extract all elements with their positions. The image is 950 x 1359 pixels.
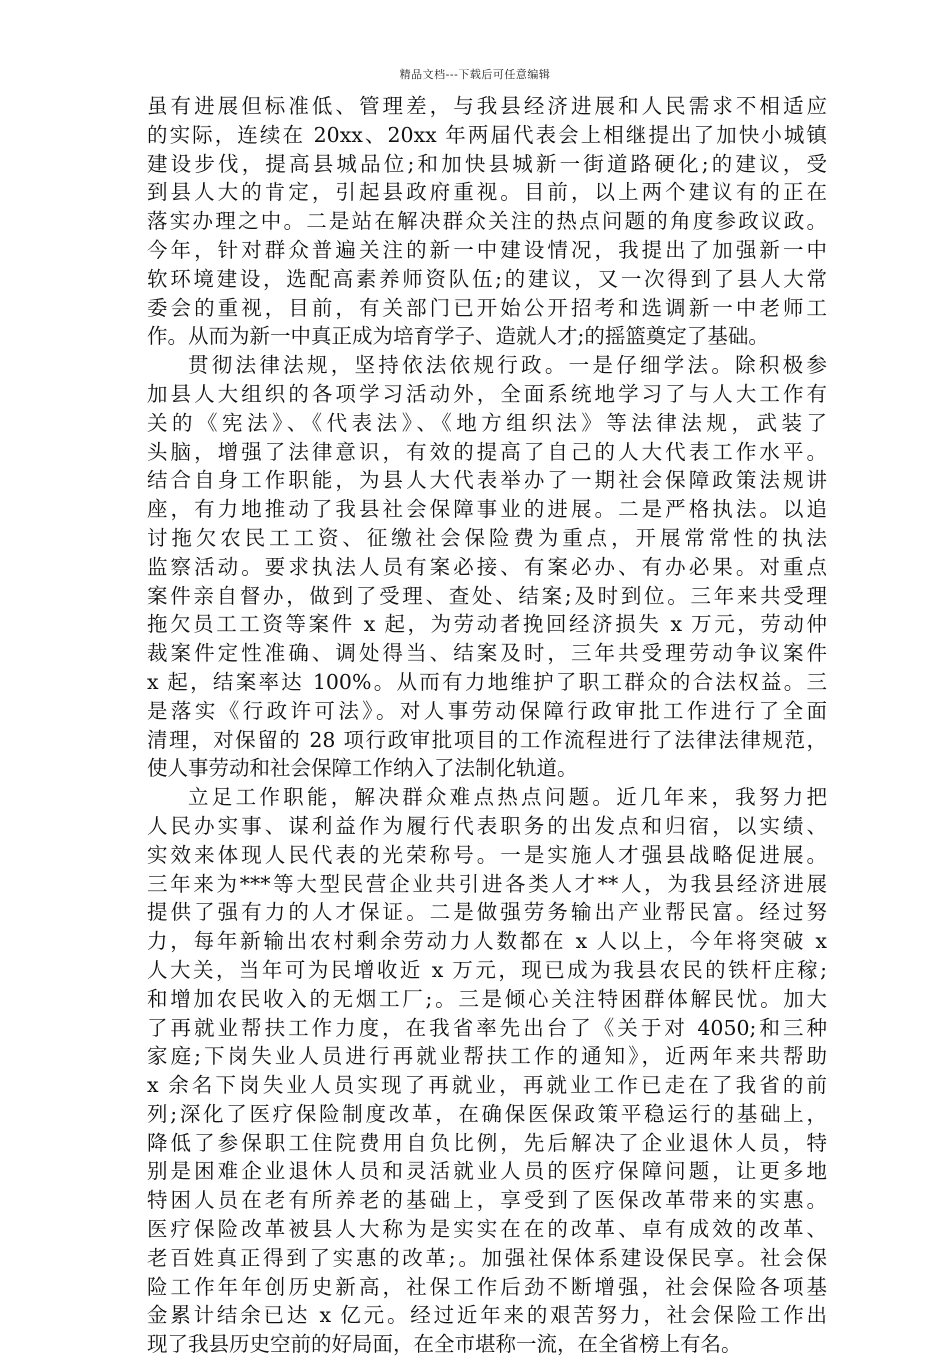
text-line: 裁案件定性准确、调处得当、结案及时，三年共受理劳动争议案件 xyxy=(147,641,827,666)
text-line: 特困人员在老有所养老的基础上，享受到了医保改革带来的实惠。 xyxy=(147,1188,827,1213)
text-line: x 起，结案率达 100%。从而有力地维护了职工群众的合法权益。三 xyxy=(147,669,827,694)
paragraph xyxy=(147,351,827,783)
text-line: 落实办理之中。二是站在解决群众关注的热点问题的角度参政议政。 xyxy=(147,209,827,234)
paragraph xyxy=(147,783,827,1359)
text-line: 清理，对保留的 28 项行政审批项目的工作流程进行了法律法律规范， xyxy=(147,727,827,752)
paragraph xyxy=(147,92,827,351)
text-line: 座，有力地推动了我县社会保障事业的进展。二是严格执法。以追 xyxy=(147,497,827,522)
text-line: 建设步伐，提高县城品位;和加快县城新一街道路硬化;的建议，受 xyxy=(147,151,827,176)
text-line: 虽有进展但标准低、管理差，与我县经济进展和人民需求不相适应 xyxy=(147,94,827,118)
text-line: 老百姓真正得到了实惠的改革;。加强社保体系建设保民享。社会保 xyxy=(147,1245,827,1270)
text-line: 降低了参保职工住院费用自负比例，先后解决了企业退休人员，特 xyxy=(147,1130,827,1155)
text-line: 今年，针对群众普遍关注的新一中建设情况，我提出了加强新一中 xyxy=(147,237,827,262)
text-line: 和增加农民收入的无烟工厂;。三是倾心关注特困群体解民忧。加大 xyxy=(147,986,827,1011)
text-line: 人大关，当年可为民增收近 x 万元，现已成为我县农民的铁杆庄稼; xyxy=(147,957,827,982)
text-line: 了再就业帮扶工作力度，在我省率先出台了《关于对 4050;和三种 xyxy=(147,1015,827,1040)
text-line: 拖欠员工工资等案件 x 起，为劳动者挽回经济损失 x 万元，劳动仲 xyxy=(147,612,827,637)
document-body xyxy=(147,92,827,1359)
text-line: 列;深化了医疗保险制度改革，在确保医保政策平稳运行的基础上， xyxy=(147,1101,827,1126)
text-line: 软环境建设，选配高素养师资队伍;的建议，又一次得到了县人大常 xyxy=(147,266,827,291)
text-line: 作。从而为新一中真正成为培育学子、造就人才;的摇篮奠定了基础。 xyxy=(147,324,769,349)
text-line: 三年来为***等大型民营企业共引进各类人才**人，为我县经济进展 xyxy=(147,871,827,896)
text-line: 讨拖欠农民工工资、征缴社会保险费为重点，开展常常性的执法 xyxy=(147,525,827,550)
text-line: 人民办实事、谋利益作为履行代表职务的出发点和归宿，以实绩、 xyxy=(147,813,827,838)
text-line: 现了我县历史空前的好局面，在全市堪称一流，在全省榜上有名。 xyxy=(147,1332,742,1357)
text-line: 使人事劳动和社会保障工作纳入了法制化轨道。 xyxy=(147,756,578,781)
text-line: 是落实《行政许可法》。对人事劳动保障行政审批工作进行了全面 xyxy=(147,698,827,723)
text-line: 关的《宪法》、《代表法》、《地方组织法》等法律法规，武装了 xyxy=(147,410,827,435)
text-line: 立足工作职能，解决群众难点热点问题。近几年来，我努力把 xyxy=(188,785,827,810)
text-line: 到县人大的肯定，引起县政府重视。目前，以上两个建议有的正在 xyxy=(147,180,827,205)
text-line: 头脑，增强了法律意识，有效的提高了自己的人大代表工作水平。 xyxy=(147,439,827,464)
page-header: 精品文档---下载后可任意编辑 xyxy=(399,68,551,81)
text-line: 家庭;下岗失业人员进行再就业帮扶工作的通知》，近两年来共帮助 xyxy=(147,1044,827,1069)
text-line: 案件亲自督办，做到了受理、查处、结案;及时到位。三年来共受理 xyxy=(147,583,827,608)
text-line: 委会的重视，目前，有关部门已开始公开招考和选调新一中老师工 xyxy=(147,295,827,320)
text-line: 提供了强有力的人才保证。二是做强劳务输出产业帮民富。经过努 xyxy=(147,900,827,925)
text-line: 力，每年新输出农村剩余劳动力人数都在 x 人以上，今年将突破 x xyxy=(147,929,827,954)
text-line: x 余名下岗失业人员实现了再就业，再就业工作已走在了我省的前 xyxy=(147,1073,827,1098)
text-line: 别是困难企业退休人员和灵活就业人员的医疗保障问题，让更多地 xyxy=(147,1159,827,1184)
text-line: 监察活动。要求执法人员有案必接、有案必办、有办必果。对重点 xyxy=(147,554,827,579)
text-line: 实效来体现人民代表的光荣称号。一是实施人才强县战略促进展。 xyxy=(147,842,827,867)
text-line: 加县人大组织的各项学习活动外，全面系统地学习了与人大工作有 xyxy=(147,381,827,406)
text-line: 金累计结余已达 x 亿元。经过近年来的艰苦努力，社会保险工作出 xyxy=(147,1303,827,1328)
text-line: 结合自身工作职能，为县人大代表举办了一期社会保障政策法规讲 xyxy=(147,468,827,493)
text-line: 医疗保险改革被县人大称为是实实在在的改革、卓有成效的改革、 xyxy=(147,1217,827,1242)
text-line: 的实际，连续在 20xx、20xx 年两届代表会上相继提出了加快小城镇 xyxy=(147,122,827,147)
text-line: 险工作年年创历史新高，社保工作后劲不断增强，社会保险各项基 xyxy=(147,1274,827,1299)
text-line: 贯彻法律法规，坚持依法依规行政。一是仔细学法。除积极参 xyxy=(188,353,827,378)
